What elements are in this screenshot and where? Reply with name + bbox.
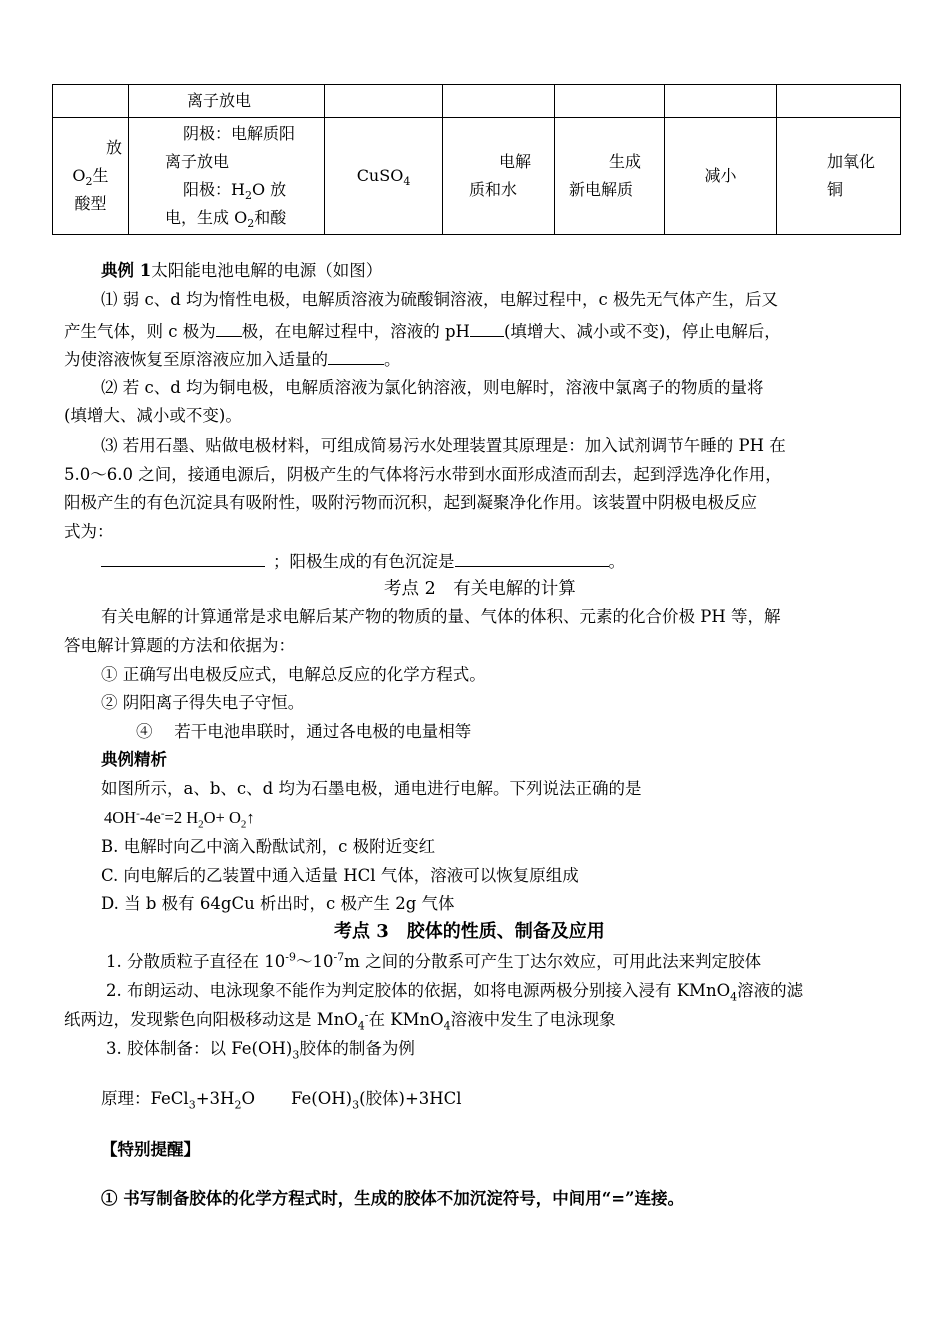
example-title-text: 太阳能电池电解的电源（如图） bbox=[151, 261, 383, 280]
table-cell-electrode bbox=[129, 118, 325, 235]
text-span: 极，在电解过程中，溶液的 pH bbox=[241, 322, 470, 341]
table-cell-object bbox=[443, 118, 555, 235]
table-cell bbox=[555, 85, 665, 118]
electrolysis-table bbox=[52, 84, 901, 235]
table-cell bbox=[53, 85, 129, 118]
q3-line1: ⑶ 若用石墨、贴做电极材料，可组成简易污水处理装置其原理是：加入试剂调节午睡的 PH 在 bbox=[101, 436, 786, 455]
q1-line3 bbox=[64, 346, 401, 372]
q1-line1: ⑴ 弱 c、d 均为惰性电极，电解质溶液为硫酸铜溶液，电解过程中，c 极先无气体产生，后又 bbox=[101, 290, 779, 309]
list-item: ① 正确写出电极反应式，电解总反应的化学方程式。 bbox=[101, 665, 486, 684]
answer-blank[interactable] bbox=[455, 548, 609, 567]
option-c: C. 向电解后的乙装置中通入适量 HCl 气体，溶液可以恢复原组成 bbox=[101, 866, 579, 885]
electrode-equation bbox=[104, 806, 255, 830]
text-span: m 之间的分散系可产生丁达尔效应，可用此法来判定胶体 bbox=[344, 952, 762, 971]
cell-text: CuSO bbox=[356, 166, 404, 185]
table-cell bbox=[325, 85, 443, 118]
text-span: 4OH bbox=[104, 808, 137, 827]
subscript: 4 bbox=[730, 990, 738, 1004]
text-span: ；阳极生成的有色沉淀是 bbox=[273, 552, 455, 571]
cell-text: 新电解质 bbox=[569, 180, 634, 199]
superscript: -9 bbox=[285, 950, 296, 964]
example-label: 典例 1 bbox=[101, 261, 152, 280]
superscript: - bbox=[160, 807, 165, 820]
tip-item: ① 书写制备胶体的化学方程式时，生成的胶体不加沉淀符号，中间用“=”连接。 bbox=[101, 1189, 685, 1208]
cell-text: 放 bbox=[105, 138, 122, 157]
text-span: 1. 分散质粒子直径在 10 bbox=[106, 952, 286, 971]
list-item: ② 阴阳离子得失电子守恒。 bbox=[101, 693, 305, 712]
option-d: D. 当 b 极有 64gCu 析出时，c 极产生 2g 气体 bbox=[101, 894, 455, 913]
subscript: 3 bbox=[188, 1098, 196, 1112]
table-cell bbox=[129, 85, 325, 118]
cell-text: 质和水 bbox=[469, 180, 518, 199]
text-span: Fe(OH) bbox=[290, 1089, 353, 1108]
cell-text: 电，生成 O bbox=[165, 208, 248, 227]
text-span: 纸两边，发现紫色向阳极移动这是 MnO bbox=[64, 1010, 358, 1029]
kaodian2-heading: 考点 2 有关电解的计算 bbox=[384, 579, 576, 599]
subscript: 2 bbox=[244, 189, 252, 203]
cell-text: 生 bbox=[92, 166, 109, 185]
table-cell-product bbox=[555, 118, 665, 235]
superscript: - bbox=[136, 807, 140, 820]
text-span: 3. 胶体制备：以 Fe(OH) bbox=[106, 1039, 293, 1058]
table-cell-type bbox=[53, 118, 129, 235]
table-row bbox=[53, 118, 901, 235]
kaodian3-item1 bbox=[106, 950, 761, 974]
answer-blank[interactable] bbox=[216, 318, 242, 337]
table-cell-example bbox=[325, 118, 443, 235]
example1-title bbox=[101, 259, 382, 283]
cell-text: 阳极：H bbox=[183, 180, 245, 199]
principle-equation bbox=[101, 1087, 462, 1111]
superscript: -7 bbox=[333, 950, 345, 964]
cell-text: 阴极：电解质阳 bbox=[183, 124, 296, 143]
text-span: O+ O bbox=[203, 808, 241, 827]
q1-line2 bbox=[64, 318, 781, 344]
subscript: 2 bbox=[85, 175, 93, 189]
tips-heading: 【特别提醒】 bbox=[101, 1140, 200, 1159]
text-span: ～10 bbox=[295, 952, 334, 971]
kaodian2-para-line2: 答电解计算题的方法和依据为： bbox=[64, 636, 295, 655]
cell-text: 离子放电 bbox=[165, 152, 230, 171]
subscript: 2 bbox=[240, 818, 247, 831]
q2-line2: (填增大、减小或不变)。 bbox=[64, 406, 242, 425]
text-span: 产生气体，则 c 极为 bbox=[64, 322, 216, 341]
subscript: 2 bbox=[247, 217, 255, 231]
q2-line1: ⑵ 若 c、d 均为铜电极，电解质溶液为氯化钠溶液，则电解时，溶液中氯离子的物质的量将 bbox=[101, 378, 764, 397]
text-span: ↑ bbox=[246, 808, 255, 827]
text-span: -4e bbox=[139, 808, 161, 827]
cell-text: 生成 bbox=[609, 152, 642, 171]
text-span: 原理：FeCl bbox=[101, 1089, 189, 1108]
kaodian3-item3 bbox=[106, 1037, 415, 1061]
subscript: 4 bbox=[403, 175, 411, 189]
q3-line5 bbox=[101, 548, 625, 574]
option-b: B. 电解时向乙中滴入酚酞试剂，c 极附近变红 bbox=[101, 837, 436, 856]
text-span: O bbox=[241, 1089, 255, 1108]
kaodian3-item2-line1 bbox=[106, 979, 803, 1003]
cell-text: 和酸 bbox=[254, 208, 287, 227]
table-cell-restore bbox=[777, 118, 901, 235]
text-span: 在 KMnO bbox=[368, 1010, 444, 1029]
answer-blank[interactable] bbox=[101, 548, 265, 567]
text-span: +3H bbox=[195, 1089, 235, 1108]
subscript: 3 bbox=[292, 1048, 300, 1062]
text-span: 2. 布朗运动、电泳现象不能作为判定胶体的依据，如将电源两极分别接入浸有 KMnO bbox=[106, 981, 731, 1000]
superscript: - bbox=[364, 1008, 369, 1022]
subscript: 4 bbox=[443, 1019, 451, 1033]
text-span: (胶体)+3HCl bbox=[359, 1089, 462, 1108]
q3-line2: 5.0～6.0 之间，接通电源后，阴极产生的气体将污水带到水面形成渣而刮去，起到浮选净化作用， bbox=[64, 465, 782, 484]
cell-text: 电解 bbox=[499, 152, 532, 171]
text-span: 溶液的滤 bbox=[737, 981, 804, 1000]
kaodian3-heading: 考点 3 胶体的性质、制备及应用 bbox=[334, 921, 605, 942]
example2-text: 如图所示，a、b、c、d 均为石墨电极，通电进行电解。下列说法正确的是 bbox=[101, 779, 642, 798]
text-span: 溶液中发生了电泳现象 bbox=[450, 1010, 616, 1029]
table-cell bbox=[443, 85, 555, 118]
answer-blank[interactable] bbox=[470, 318, 504, 337]
text-span: 胶体的制备为例 bbox=[299, 1039, 415, 1058]
text-span: (填增大、减小或不变)，停止电解后， bbox=[503, 322, 781, 341]
subscript: 3 bbox=[352, 1098, 360, 1112]
q3-line4: 式为： bbox=[64, 522, 114, 541]
table-row bbox=[53, 85, 901, 118]
cell-text: 铜 bbox=[827, 180, 844, 199]
subscript: 4 bbox=[357, 1019, 365, 1033]
subscript: 2 bbox=[198, 818, 204, 831]
cell-text: 离子放电 bbox=[187, 91, 252, 110]
table-cell bbox=[777, 85, 901, 118]
table-cell bbox=[665, 85, 777, 118]
text-span: 为使溶液恢复至原溶液应加入适量的 bbox=[64, 350, 328, 369]
table-cell-ph: 减小 bbox=[665, 118, 777, 235]
subscript: 2 bbox=[234, 1098, 242, 1112]
example2-title: 典例精析 bbox=[101, 750, 167, 769]
cell-text: 酸型 bbox=[74, 194, 107, 213]
kaodian2-para-line1: 有关电解的计算通常是求电解后某产物的物质的量、气体的体积、元素的化合价极 PH 等，解 bbox=[101, 607, 781, 626]
q3-line3: 阳极产生的有色沉淀具有吸附性，吸附污物而沉积，起到凝聚净化作用。该装置中阴极电极反应 bbox=[64, 493, 757, 512]
text-span: 。 bbox=[384, 350, 401, 369]
cell-text: O 放 bbox=[251, 180, 287, 199]
cell-text: 加氧化 bbox=[827, 152, 876, 171]
cell-text: O bbox=[72, 166, 86, 185]
text-span: =2 H bbox=[164, 808, 199, 827]
kaodian3-item2-line2 bbox=[64, 1008, 616, 1032]
answer-blank[interactable] bbox=[328, 346, 384, 365]
list-item: ④ 若干电池串联时，通过各电极的电量相等 bbox=[136, 722, 472, 741]
text-span: 。 bbox=[608, 552, 625, 571]
